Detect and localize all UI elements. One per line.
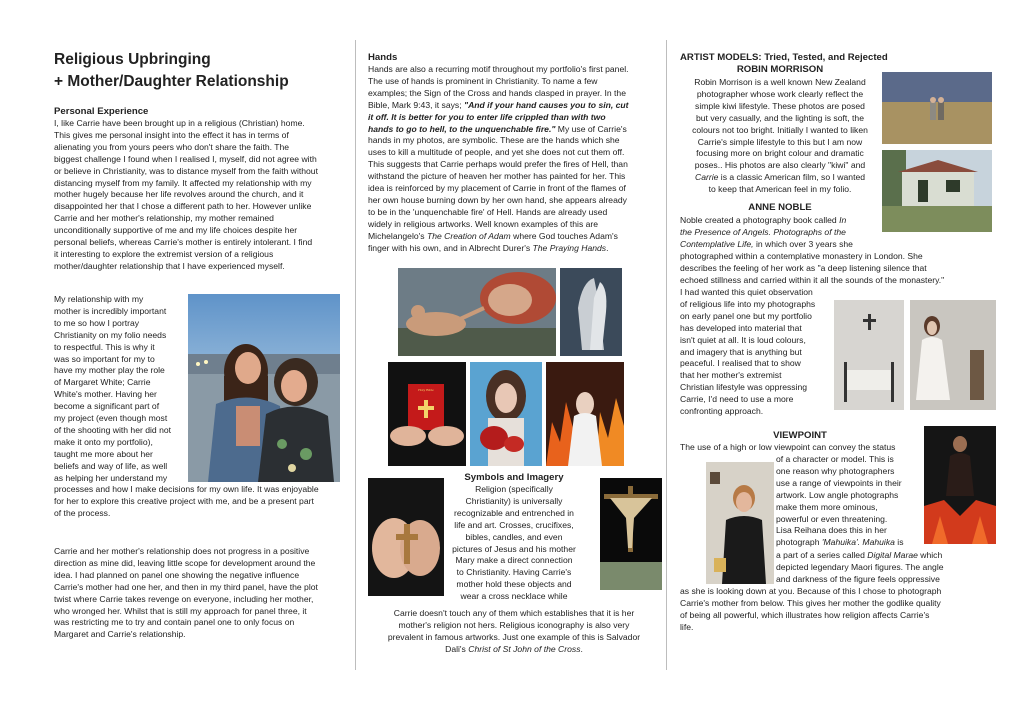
praying-hands-image bbox=[560, 268, 622, 356]
bible-hands-photo bbox=[388, 362, 466, 466]
mother-daughter-photo-art bbox=[188, 294, 340, 482]
symbols-heading: Symbols and Imagery bbox=[464, 472, 564, 483]
creation-of-adam-image bbox=[398, 268, 556, 356]
mother-low-angle-art bbox=[706, 462, 774, 584]
bloody-hand-art bbox=[470, 362, 542, 466]
relationship-text-wide: processes and how I make decisions for my own life. It was enjoyable for her to explore this creative project with me, and be a present part of the process. bbox=[54, 484, 319, 518]
anne-noble-narrow-text: I had wanted this quiet observation of religious life into my photographs on early panel one but my portfolio has developed into material that isn't quiet at all. It is loud colours, and imagery that is anything but peaceful. I realised that to show that her mother's extremist Christian lifestyle was oppressing Carrie, I'd need to use a more confronting approach. bbox=[680, 287, 816, 417]
viewpoint-heading: VIEWPOINT bbox=[773, 430, 827, 441]
artist-models-heading: ARTIST MODELS: Tried, Tested, and Rejected bbox=[680, 52, 888, 63]
column-right bbox=[680, 0, 1000, 724]
dali-christ-image bbox=[600, 478, 662, 590]
praying-hands-art bbox=[560, 268, 622, 356]
column-divider-right bbox=[666, 40, 667, 670]
monastery-bed-photo bbox=[834, 300, 904, 410]
page-title: Religious Upbringing bbox=[54, 51, 211, 68]
mother-low-angle-photo bbox=[706, 462, 774, 584]
book-cover-text: Holy Bible bbox=[418, 388, 434, 392]
hands-heading: Hands bbox=[368, 52, 398, 63]
dali-christ-art bbox=[600, 478, 662, 590]
bible-hands-art bbox=[388, 362, 466, 466]
cross-hands-photo bbox=[368, 478, 444, 596]
relationship-text-narrow: My relationship with my mother is incredibly important to me so how I portray Christianity on my folio needs to respectful. This is why it was so important for my to have my mother play the role of Margaret White; Carrie White's mother. Having her become a significant part of my project (even though most of the shooting with her did not make it onto my portfolio), taught me more about her beliefs and way of life, as well as helping her understand my bbox=[54, 294, 172, 483]
monastery-woman-photo bbox=[910, 300, 996, 410]
progress-text: Carrie and her mother's relationship does not progress in a positive direction as mine did, leaving little scope for development around the idea. I had planned on panel one showing the negative influence Carrie's mother had one her, and then in my third panel, have the plot twist where Carrie takes revenge on everyone, including her mother, who wronged her. Whilst that is still my approach for panel three, it was restricting me to try and contain panel one to only focus on Margaret and Carrie's relationship. bbox=[54, 546, 318, 640]
viewpoint-narrow-text: of a character or model. This is one reason why photographers use a range of viewpoints in their artwork. Low angle photographs make them more ominous, powerful or even threatening. Lisa Reihana does this in her photograph 'Mahuika'. Mahuika is bbox=[776, 454, 904, 548]
page-subtitle: + Mother/Daughter Relationship bbox=[54, 73, 289, 90]
mother-daughter-photo bbox=[188, 294, 340, 482]
anne-noble-heading: ANNE NOBLE bbox=[748, 202, 812, 213]
anne-noble-wide-text: photographed within a contemplative monastery in London. She describes the feeling of her work as "a deep listening silence that echoed stillness and carried within it all the sounds of the monastery." bbox=[680, 251, 945, 285]
robin-morrison-text: Robin Morrison is a well known New Zealand photographer whose work clearly reflect the simple kiwi lifestyle. These photos are posed but very casually, and the lighting is soft, the colours not too bright. Initially I wanted to liken Carrie's simple lifestyle to this but I am now focusing more on bright colour and dramatic poses.. His photos are also clearly "kiwi" and Carrie is a classic American film, so I wanted to keep that American feel in my folio. bbox=[692, 77, 868, 195]
fire-art bbox=[546, 362, 624, 466]
anne-noble-intro: Noble created a photography book called In the Presence of Angels. Photographs of the Contemplative Life, in which over 3 years she bbox=[680, 215, 853, 249]
column-divider-left bbox=[355, 40, 356, 670]
cross-hands-art bbox=[368, 478, 444, 596]
bible-quote: "And if your hand causes you to sin, cut bbox=[464, 99, 629, 110]
personal-experience-text: I, like Carrie have been brought up in a religious (Christian) home. This gives me personal insight into the effect it has in terms of alienating you from yours peers who don't share the faith. The biggest challenge I found when I realised I, myself, did not agree with or believe in Christianity, was to distance myself from the faith without distancing myself from my family. It affected my relationship with my mother hugely because her life revolves around the church, and it disappointed her that I chose a different path to her. However unlike Carrie and her mother's relationship, my mother remained unconditionally supportive of me and my life choices despite her personal beliefs, whereas Carrie's mother is entirely intolerant. I find it interesting to explore the extremist version of a religious mother/daughter relationship that I have experienced myself. bbox=[54, 118, 318, 271]
creation-of-adam-art bbox=[398, 268, 556, 356]
monastery-woman-art bbox=[910, 300, 996, 410]
bloody-hand-photo bbox=[470, 362, 542, 466]
viewpoint-wide-text: as she is looking down at you. Because of this I chose to photograph Carrie's mother from below. This gives her mother the godlike quality of being all powerful, which illustrates how religion affects Carrie's life. bbox=[680, 586, 942, 632]
symbols-text-wide: Carrie doesn't touch any of them which establishes that it is her mother's religion not hers. Religious iconography is also very prevalent in famous artworks. Just one example of this is Salvador Dali's Christ of St John of the Cross. bbox=[387, 608, 641, 654]
robin-house-art bbox=[882, 150, 992, 232]
viewpoint-mid-text: a part of a series called Digital Marae which depicted legendary Maori figures. The angle and darkness of the figure feels oppressive bbox=[776, 550, 944, 584]
robin-field-art bbox=[882, 72, 992, 144]
fire-photo bbox=[546, 362, 624, 466]
hands-text: Hands are also a recurring motif throughout my portfolio's first panel. The use of hands is prominent in Christianity. To name a few examples; the Sign of the Cross and hands clasped in prayer. In the Bible, Mark 9:43, it says; "And if your hand causes you to sin, cut it off. It is better for you to enter life crippled than with two hands to go to hell, to the unquenchable fire." My use of Carrie's hands in my photos, are symbolic. These are the hands which she uses to kill a multitude of people, and yet she does not cut them off. This suggests that Carrie perhaps would prefer the fires of Hell, than withstand the picture of heaven her mother has painted for her. This idea is reinforced by my placement of Carrie in front of the flames of her own house burning down by her own hand, she appears already to be in the 'unquenchable fire' of Hell. Hands are already used widely in religious artworks. Well known examples of this are Michelangelo's The Creation of Adam where God touches Adam's finger with his own, and in Albrecht Durer's The Praying Hands. bbox=[368, 64, 629, 253]
column-left bbox=[54, 0, 344, 724]
robin-field-photo bbox=[882, 72, 992, 144]
monastery-bed-art bbox=[834, 300, 904, 410]
personal-experience-heading: Personal Experience bbox=[54, 106, 149, 117]
robin-morrison-heading: ROBIN MORRISON bbox=[736, 64, 824, 75]
robin-house-photo bbox=[882, 150, 992, 232]
mahuika-art bbox=[924, 426, 996, 544]
symbols-text-narrow: Religion (specifically Christianity) is universally recognizable and entrenched in life and art. Crosses, crucifixes, bibles, candles, and even pictures of Jesus and his mother Mary make a direct connection to Christianity. Having Carrie's mother hold these objects and wear a cross necklace while bbox=[452, 484, 576, 602]
mahuika-photo bbox=[924, 426, 996, 544]
viewpoint-intro: The use of a high or low viewpoint can convey the status bbox=[680, 442, 896, 452]
column-middle bbox=[368, 0, 660, 724]
